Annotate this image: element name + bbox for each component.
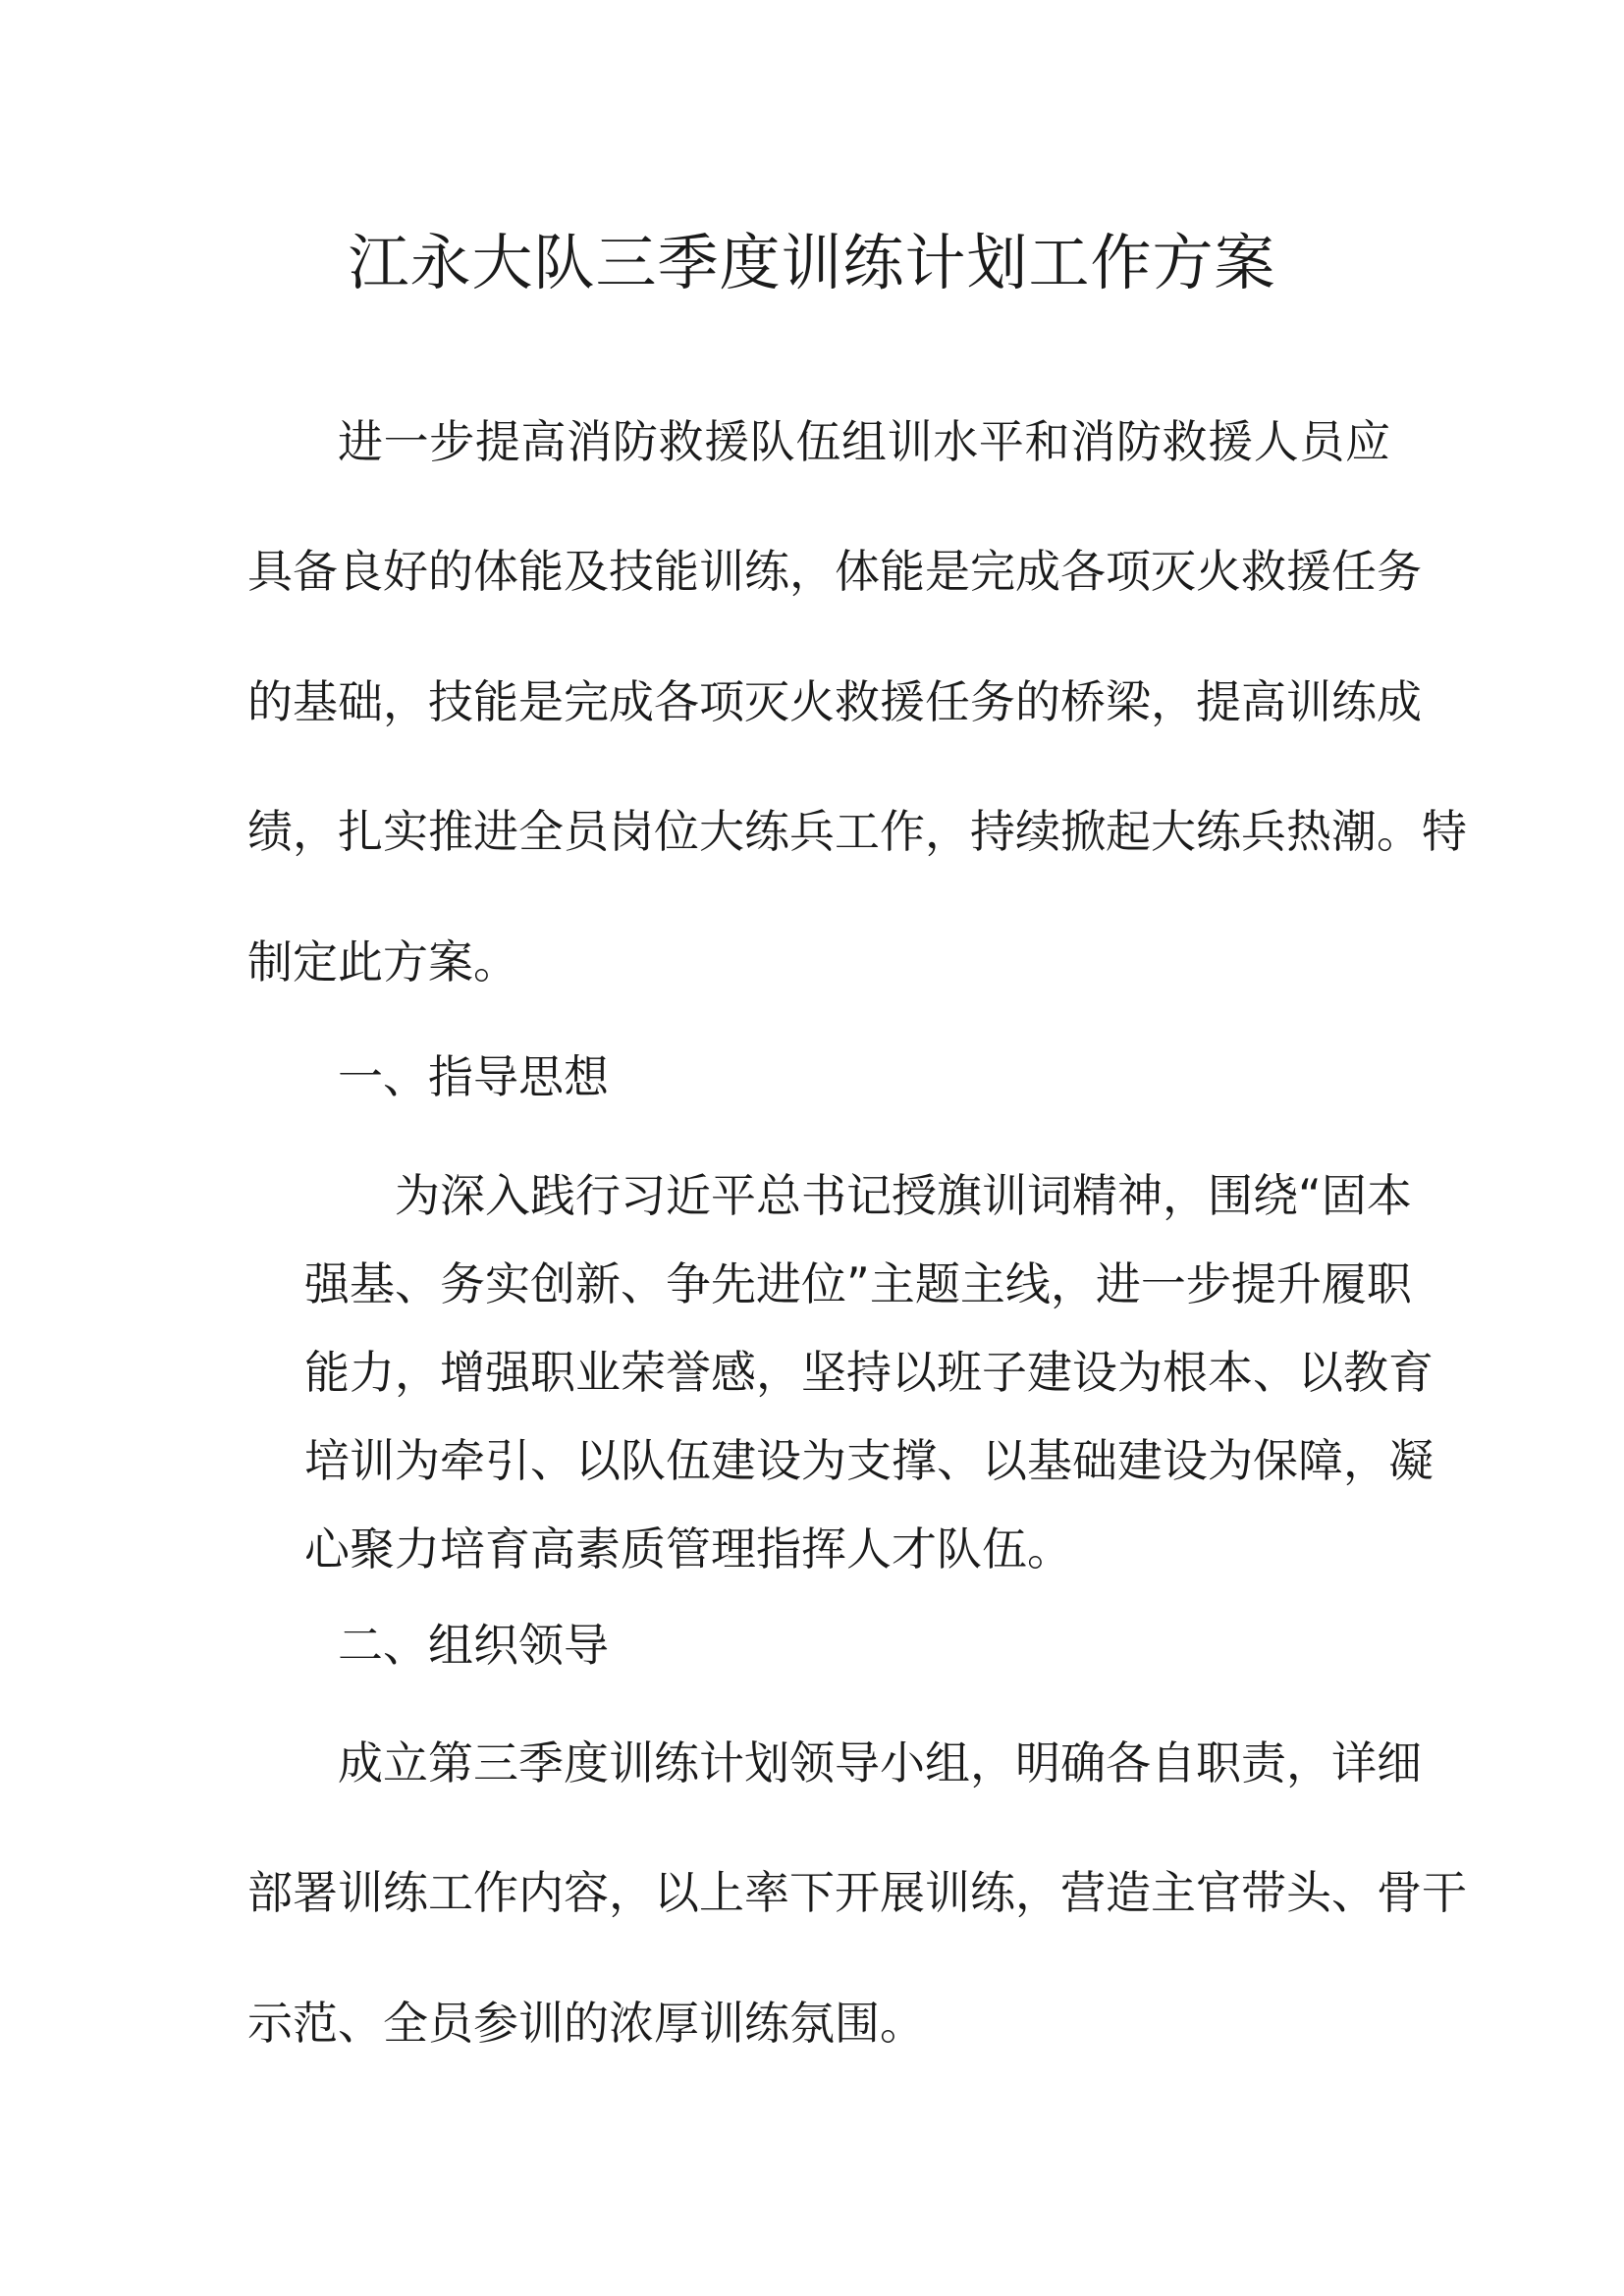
intro-line-1: 进一步提高消防救援队伍组训水平和消防救援人员应 xyxy=(338,415,1390,468)
section2-line-3: 示范、全员参训的浓厚训练氛围。 xyxy=(247,1997,925,2050)
section1-line-3: 能力，增强职业荣誉感，坚持以班子建设为根本、以教育 xyxy=(304,1346,1434,1399)
section1-line-4: 培训为牵引、以队伍建设为支撑、以基础建设为保障，凝 xyxy=(304,1434,1434,1487)
section-heading-guiding-ideology: 一、指导思想 xyxy=(338,1050,609,1103)
section2-line-2: 部署训练工作内容，以上率下开展训练，营造主官带头、骨干 xyxy=(247,1866,1467,1919)
section-heading-organization-leadership: 二、组织领导 xyxy=(338,1619,609,1672)
intro-line-3: 的基础，技能是完成各项灭火救援任务的桥梁，提高训练成 xyxy=(247,675,1422,728)
section2-line-1: 成立第三季度训练计划领导小组，明确各自职责，详细 xyxy=(338,1736,1422,1789)
intro-line-4: 绩，扎实推进全员岗位大练兵工作，持续掀起大练兵热潮。特 xyxy=(247,805,1467,858)
section1-line-5: 心聚力培育高素质管理指挥人才队伍。 xyxy=(304,1522,1072,1575)
section1-line-2: 强基、务实创新、争先进位”主题主线，进一步提升履职 xyxy=(304,1257,1412,1310)
section1-line-1: 为深入践行习近平总书记授旗训词精神，围绕“固本 xyxy=(395,1169,1412,1222)
document-title: 江永大队三季度训练计划工作方案 xyxy=(348,227,1276,298)
intro-line-2: 具备良好的体能及技能训练，体能是完成各项灭火救援任务 xyxy=(247,545,1422,598)
intro-line-5: 制定此方案。 xyxy=(247,935,518,988)
